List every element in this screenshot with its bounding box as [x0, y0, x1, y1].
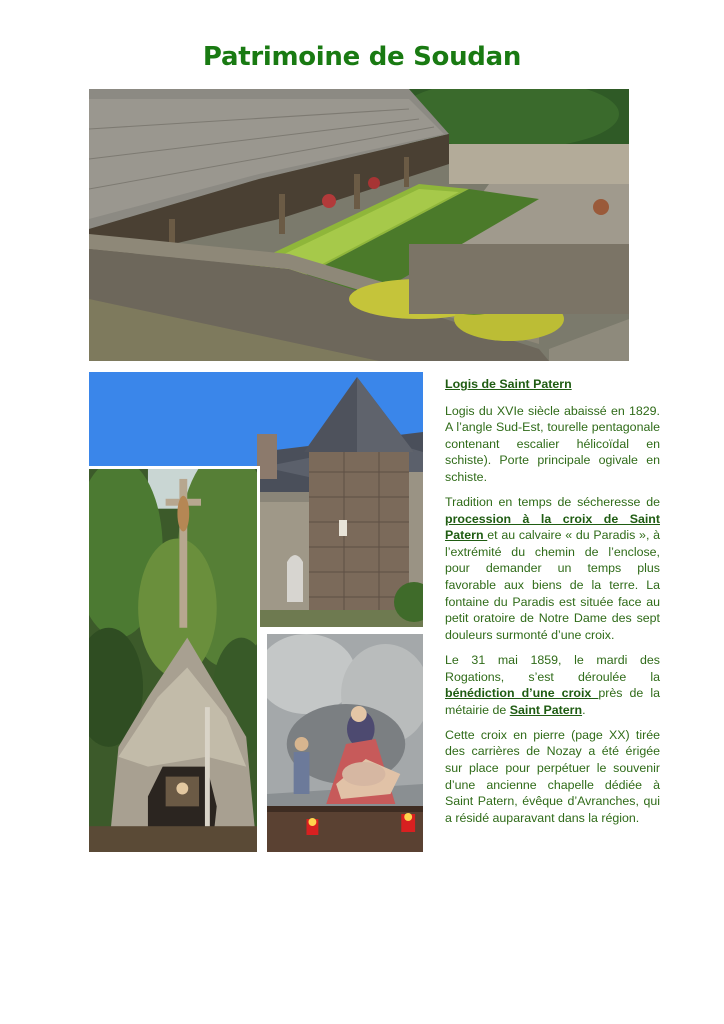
paragraph-3 [445, 652, 660, 718]
paragraph-1: Logis du XVIe siècle abaissé en 1829. A l’angle Sud-Est, tourelle pentagonale contenant escalier hélicoïdal en schiste). Porte principale ogivale en schiste. [445, 403, 660, 484]
p2-text-before: Tradition en temps de sécheresse de [445, 495, 660, 510]
calvaire-photo [89, 466, 260, 852]
pieta-photo [265, 634, 423, 852]
benediction-link[interactable]: bénédiction d’une croix [445, 686, 599, 701]
saint-patern-link[interactable]: Saint Patern [509, 702, 583, 717]
p3-text-before: Le 31 mai 1859, le mardi des Rogations, s’est déroulée la [445, 652, 660, 684]
p3-text-middle: près de la métairie de [445, 686, 660, 717]
section-heading: Logis de Saint Patern [445, 377, 572, 391]
article-text [445, 376, 660, 835]
procession-link[interactable]: procession à la croix de Saint Patern [445, 511, 660, 543]
p3-text-end: . [582, 702, 586, 717]
lavoir-photo [89, 89, 629, 361]
paragraph-4: Cette croix en pierre (page XX) tirée des carrières de Nozay a été érigée sur place pour perpétuer le souvenir d’une ancienne chapelle dédiée à Saint Patern, évêque d’Avranches, qui a résidé auparavant dans la région. [445, 727, 660, 825]
page-title: Patrimoine de Soudan [202, 42, 522, 72]
paragraph-2 [445, 494, 660, 643]
p2-text-after: et au calvaire « du Paradis », à l’extrémité du chemin de l’enclose, pour demander un temps plus favorable aux biens de la terre. La fontaine du Paradis est située face au petit oratoire de Notre Dame des sept douleurs surmonté d’une croix. [445, 528, 660, 642]
